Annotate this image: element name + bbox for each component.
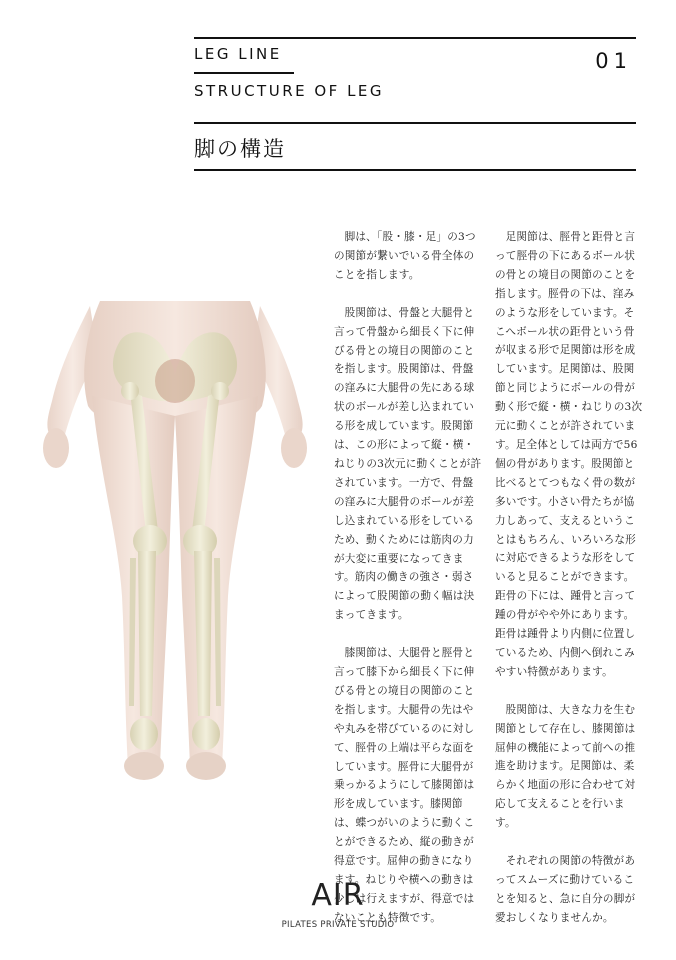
mid-rule <box>194 122 636 124</box>
top-rule <box>194 37 636 39</box>
paragraph-joint-roles: 股関節は、大きな力を生む関節として存在し、膝関節は屈伸の機能によって前への推進を助けます。足関節は、柔らかく地面の形に合わせて対応して支えることを行います。 <box>495 703 636 830</box>
brand-tagline: PILATES PRIVATE STUDIO <box>281 920 395 930</box>
page-title-jp: 脚の構造 <box>194 137 286 161</box>
paragraph-leg-intro: 脚は、「股・膝・足」の3つの関節が繋いでいる骨全体のことを指します。 <box>334 231 476 281</box>
leg-anatomy-illustration <box>30 296 320 786</box>
leg-skeleton-graphic <box>30 296 320 786</box>
short-rule <box>194 72 294 74</box>
paragraph-conclusion: それぞれの関節の特徴があってスムーズに動けていることを知ると、急に自分の脚が愛おしくなりませんか。 <box>495 855 636 924</box>
header-title-leg-line: LEG LINE <box>194 45 282 63</box>
paragraph-ankle-joint: 足関節は、脛骨と距骨と言って脛骨の下にあるボール状の骨との境目の関節のことを指します。脛骨の下は、窪みのような形をしています。そこへボール状の距骨という骨が収まる形で足関節は形を成しています。足関節は、股関節と同じようにボールの骨が動く形で縦・横・ねじりの3次元に動くことが許されています。足全体としては両方で56個の骨があります。股関節と比べるとてつもなく骨の数が多いです。小さい骨たちが協力しあって、支えるということはもちろん、いろいろな形に対応できるような形をしていると見ることができます。距骨の下には、踵骨と言って踵の骨がやや外にあります。距骨は踵骨より内側に位置しているため、内側へ倒れこみやすい特徴があります。 <box>495 231 643 678</box>
page-number: 01 <box>595 49 632 73</box>
bottom-header-rule <box>194 169 636 171</box>
body-column-left <box>334 228 482 947</box>
brand-logo: AIR <box>311 878 365 913</box>
paragraph-hip-joint: 股関節は、骨盤と大腿骨と言って骨盤から細長く下に伸びる骨との境目の関節のことを指します。股関節は、骨盤の窪みに大腿骨の先にある球状のボールが差し込まれている形を成しています。股関節は、この形によって縦・横・ねじりの3次元に動くことが許されています。一方で、骨盤の窪みに大腿骨のボールが差し込まれている形をしているため、動くためには筋肉の力が大変に重要になってきます。筋肉の働きの強さ・弱さによって股関節の動く幅は決まってきます。 <box>334 306 482 622</box>
paragraph-knee-joint: 膝関節は、大腿骨と脛骨と言って膝下から細長く下に伸びる骨との境目の関節のことを指します。大腿骨の先はやや丸みを帯びているのに対して、脛骨の上端は平らな面をしています。脛骨に大腿骨が乗っかるようにして膝関節は形を成しています。膝関節は、蝶つがいのように動くことができるため、縦の動きが得意です。屈伸の動きになります。ねじりや横への動きは少しは行えますが、得意ではないことも特徴です。 <box>334 647 475 924</box>
body-column-right <box>495 228 643 947</box>
header-title-structure: STRUCTURE OF LEG <box>194 82 385 100</box>
